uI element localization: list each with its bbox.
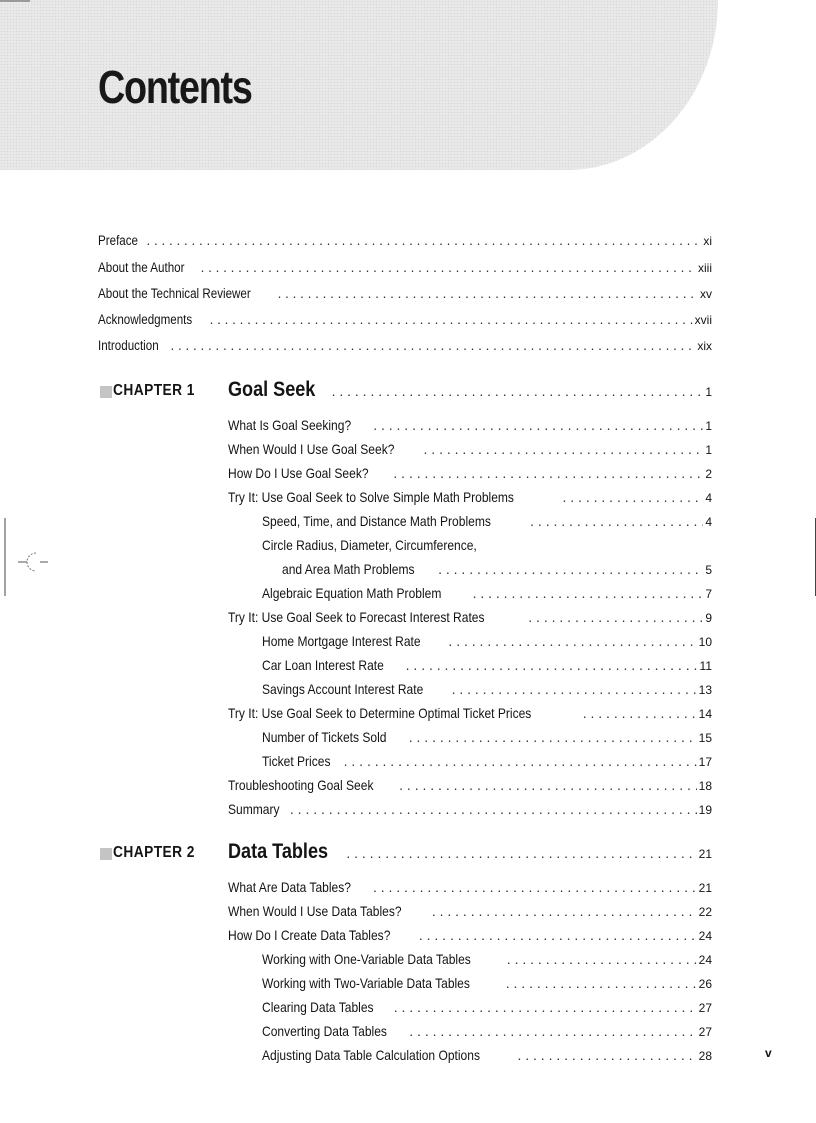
dot-leader xyxy=(210,311,693,329)
dot-leader xyxy=(530,512,703,530)
dot-leader xyxy=(452,680,697,698)
toc-entry-introduction[interactable] xyxy=(98,337,712,355)
chapter-1-label: CHAPTER 1 xyxy=(113,382,195,399)
toc-subentry[interactable] xyxy=(262,752,712,771)
toc-entry-page: 4 xyxy=(705,515,712,529)
toc-entry-page: xiii xyxy=(698,261,712,275)
dot-leader xyxy=(432,902,697,920)
toc-entry-label: Working with One-Variable Data Tables xyxy=(262,951,471,967)
dot-leader xyxy=(528,608,703,626)
dot-leader xyxy=(409,728,697,746)
toc-entry-about-reviewer[interactable] xyxy=(98,285,712,303)
toc-entry-page: 4 xyxy=(705,491,712,505)
toc-entry[interactable] xyxy=(228,464,712,483)
dot-leader xyxy=(517,1046,696,1064)
registration-mark-icon xyxy=(0,518,60,598)
toc-entry[interactable] xyxy=(228,440,712,459)
dot-leader xyxy=(506,974,697,992)
toc-entry-page: 24 xyxy=(698,953,712,967)
toc-entry-label: Car Loan Interest Rate xyxy=(262,657,384,673)
toc-subentry[interactable] xyxy=(262,632,712,651)
toc-entry[interactable] xyxy=(228,704,712,723)
toc-entry-page: 22 xyxy=(698,905,712,919)
toc-entry-page: xix xyxy=(697,339,712,353)
chapter-title-text: Data Tables xyxy=(228,840,329,863)
page-folio: v xyxy=(765,1046,772,1060)
dot-leader xyxy=(438,560,703,578)
toc-entry-label: Try It: Use Goal Seek to Solve Simple Math Problems xyxy=(228,489,514,505)
dot-leader xyxy=(399,776,696,794)
dot-leader xyxy=(394,998,697,1016)
dot-leader xyxy=(424,440,704,458)
toc-subentry[interactable] xyxy=(262,656,712,675)
toc-subentry[interactable] xyxy=(262,584,712,603)
dot-leader xyxy=(409,1022,696,1040)
toc-subentry[interactable] xyxy=(262,1022,712,1041)
toc-entry-page: 19 xyxy=(698,803,712,817)
chapter-title-page: 21 xyxy=(698,847,712,861)
toc-entry-label: Preface xyxy=(98,233,139,248)
dot-leader xyxy=(473,584,704,602)
toc-entry-preface[interactable] xyxy=(98,232,712,250)
toc-entry-page: 15 xyxy=(698,731,712,745)
toc-entry-label: Troubleshooting Goal Seek xyxy=(228,777,374,793)
dot-leader xyxy=(290,800,697,818)
toc-entry-page: 13 xyxy=(698,683,712,697)
toc-entry[interactable] xyxy=(228,878,712,897)
chapter-2-title[interactable] xyxy=(228,840,712,866)
toc-entry-label: When Would I Use Data Tables? xyxy=(228,903,402,919)
dot-leader xyxy=(373,878,697,896)
toc-entry-label: Algebraic Equation Math Problem xyxy=(262,585,442,601)
toc-entry-page: 24 xyxy=(698,929,712,943)
toc-entry[interactable] xyxy=(228,902,712,921)
toc-entry-label: Working with Two-Variable Data Tables xyxy=(262,975,470,991)
toc-entry[interactable] xyxy=(228,608,712,627)
chapter-2-label: CHAPTER 2 xyxy=(113,844,195,861)
toc-entry-page: 11 xyxy=(699,659,712,673)
toc-entry-page: 27 xyxy=(698,1025,712,1039)
toc-entry-label: When Would I Use Goal Seek? xyxy=(228,441,395,457)
toc-entry-acknowledgments[interactable] xyxy=(98,311,712,329)
toc-entry-about-author[interactable] xyxy=(98,259,712,277)
toc-entry-label: What Are Data Tables? xyxy=(228,879,351,895)
toc-subentry[interactable] xyxy=(262,512,712,531)
toc-entry-label: Introduction xyxy=(98,338,159,353)
toc-entry-label: Summary xyxy=(228,801,280,817)
toc-subentry[interactable] xyxy=(262,974,712,993)
toc-entry[interactable] xyxy=(228,488,712,507)
toc-entry-page: 9 xyxy=(705,611,712,625)
dot-leader xyxy=(507,950,697,968)
toc-subentry[interactable] xyxy=(262,728,712,747)
toc-entry-label: About the Author xyxy=(98,260,185,275)
toc-entry-page: 2 xyxy=(705,467,712,481)
toc-entry-label: Acknowledgments xyxy=(98,312,193,327)
toc-subentry[interactable] xyxy=(262,680,712,699)
toc-entry-page: 18 xyxy=(698,779,712,793)
dot-leader xyxy=(171,337,696,355)
toc-entry-label: Try It: Use Goal Seek to Determine Optimal Ticket Prices xyxy=(228,705,532,721)
toc-entry-label: Savings Account Interest Rate xyxy=(262,681,424,697)
toc-entry-label: Adjusting Data Table Calculation Options xyxy=(262,1047,480,1063)
toc-entry-page: 7 xyxy=(705,587,712,601)
toc-subentry[interactable] xyxy=(282,560,712,579)
dot-leader xyxy=(344,752,697,770)
toc-entry-page: 14 xyxy=(698,707,712,721)
toc-entry-page: 10 xyxy=(698,635,712,649)
toc-entry-label: Circle Radius, Diameter, Circumference, xyxy=(262,537,477,553)
dot-leader xyxy=(201,259,696,277)
chapter-1-title[interactable] xyxy=(228,378,712,404)
toc-entry[interactable] xyxy=(228,926,712,945)
dot-leader xyxy=(278,285,698,303)
toc-entry[interactable] xyxy=(228,776,712,795)
page-title: Contents xyxy=(98,61,252,113)
toc-entry-page: 5 xyxy=(705,563,712,577)
chapter-title-text: Goal Seek xyxy=(228,378,316,401)
dot-leader xyxy=(332,379,704,403)
toc-entry-page: xi xyxy=(703,234,712,248)
toc-entry-label: What Is Goal Seeking? xyxy=(228,417,352,433)
toc-subentry[interactable] xyxy=(262,1046,712,1065)
dot-leader xyxy=(583,704,697,722)
chapter-title-page: 1 xyxy=(705,385,712,399)
corner-rule xyxy=(0,0,30,2)
toc-subentry[interactable] xyxy=(262,998,712,1017)
toc-entry-page: 1 xyxy=(705,443,712,457)
dot-leader xyxy=(419,926,697,944)
toc-entry-page: 27 xyxy=(698,1001,712,1015)
toc-entry-label: Try It: Use Goal Seek to Forecast Interest Rates xyxy=(228,609,485,625)
toc-entry-label: Home Mortgage Interest Rate xyxy=(262,633,421,649)
dot-leader xyxy=(393,464,703,482)
toc-entry-label: Converting Data Tables xyxy=(262,1023,387,1039)
dot-leader xyxy=(373,416,703,434)
toc-entry-label: Ticket Prices xyxy=(262,753,331,769)
toc-entry-page: 1 xyxy=(705,419,712,433)
dot-leader xyxy=(563,488,704,506)
toc-entry[interactable] xyxy=(228,800,712,819)
toc-entry-label: About the Technical Reviewer xyxy=(98,286,251,301)
toc-entry[interactable] xyxy=(228,416,712,435)
dot-leader xyxy=(346,841,696,865)
toc-entry-page: 28 xyxy=(698,1049,712,1063)
toc-entry-page: 21 xyxy=(698,881,712,895)
toc-entry-page: 26 xyxy=(698,977,712,991)
chapter-marker-icon xyxy=(100,386,112,398)
toc-entry-page: xv xyxy=(700,287,712,301)
toc-subentry-continued[interactable] xyxy=(262,536,712,554)
dot-leader xyxy=(406,656,698,674)
dot-leader xyxy=(448,632,696,650)
toc-entry-label: Number of Tickets Sold xyxy=(262,729,387,745)
dot-leader xyxy=(147,232,702,250)
toc-entry-label: Speed, Time, and Distance Math Problems xyxy=(262,513,491,529)
toc-entry-label: and Area Math Problems xyxy=(282,561,415,577)
toc-entry-label: Clearing Data Tables xyxy=(262,999,374,1015)
chapter-marker-icon xyxy=(100,848,112,860)
toc-entry-page: xvii xyxy=(694,313,712,327)
toc-entry-label: How Do I Create Data Tables? xyxy=(228,927,391,943)
toc-entry-label: How Do I Use Goal Seek? xyxy=(228,465,369,481)
toc-entry-page: 17 xyxy=(698,755,712,769)
toc-subentry[interactable] xyxy=(262,950,712,969)
